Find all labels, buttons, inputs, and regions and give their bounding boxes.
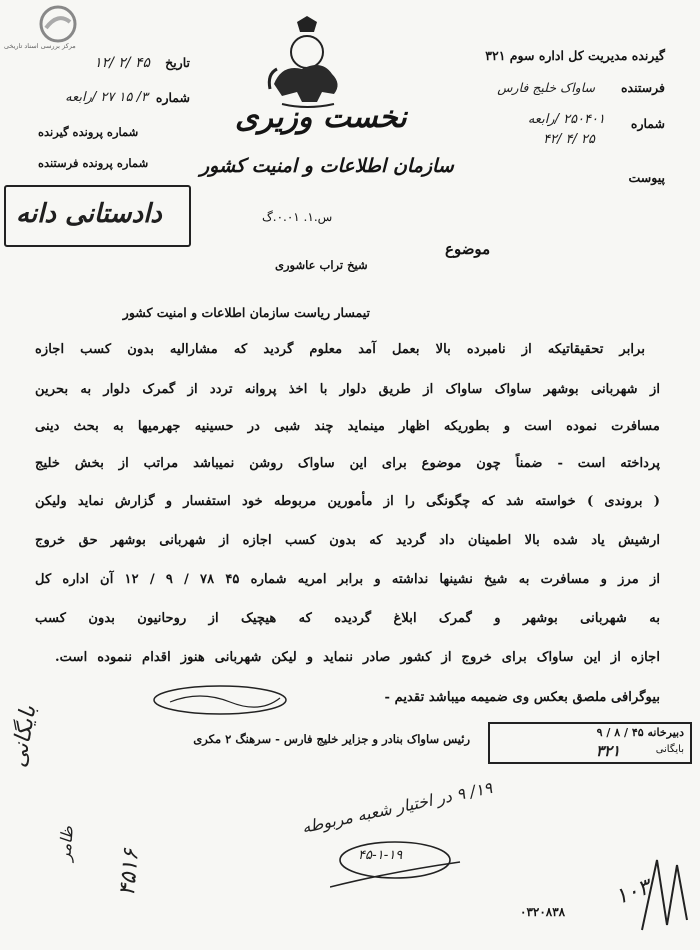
body-line: به شهربانی بوشهر و گمرک ابلاغ گردیده که هیچیک از روحانیون بدون کسب [35,611,660,626]
lion-and-sun-emblem-icon [262,14,352,109]
left-number-label: شماره [155,90,190,105]
watermark-text: مرکز بررسی اسناد تاریخی [4,42,76,50]
top-stamp-text: دادستانی دانه [16,199,162,229]
registry-stamp [488,722,692,764]
subject-value: شیخ تراب عاشوری [275,258,368,272]
number-value: ۲۵۰۴۰۱ /رابعه [527,112,605,127]
bottom-right-note: ۱۰۳ [611,874,654,911]
body-line: از مرز و مسافرت به شیخ نشینها نداشته و برابر امریه شماره ۴۵ ۷۸ / ۹ / ۱۲ آن اداره کل [35,572,660,587]
handwritten-loop [330,832,480,892]
attachment-label: پیوست [628,170,665,185]
body-line: ارشیش یاد شده بالا اطمینان داد گردید که بدون کسب اجازه از شهربانی بوشهر حق خروج [35,533,660,548]
registry-stamp-line2: بایگانی [655,744,684,755]
file-sender-label: شماره پرونده فرستنده [38,156,149,170]
number-label: شماره [630,116,665,131]
number-date: ۴۲/ ۴/ ۲۵ [543,132,595,147]
handwritten-note: ۱۹/ ۹ در اختیار شعبه مربوطه [300,778,494,837]
handwritten-code: ۴۵-۱-۱۹ [358,848,403,863]
organization-title: سازمان اطلاعات و امنیت کشور [200,155,454,177]
ministry-title: نخست وزیری [235,100,407,135]
body-line: مسافرت نموده است و بطوریکه اظهار مینماید چند شبی در حسینیه جهرمیها به بحث دینی [35,419,660,434]
margin-note-2: ظامر [55,825,77,862]
body-line: اجازه از این ساواک برای خروج از کشور صادر ننماید و لیکن شهربانی هنوز اقدام ننموده است. [55,650,660,665]
body-line: پرداخته است - ضمناً چون موضوع برای این ساواک روشن نمیباشد مراتب از بخش خلیج [35,456,660,471]
signature-line: رئیس ساواک بنادر و جزایر خلیج فارس - سرهنگ ۲ مکری [193,732,470,746]
sender-label: فرستنده [620,80,665,95]
sender-value: ساواک خلیج فارس [497,80,595,95]
registry-stamp-line1: دبیرخانه ۴۵ / ۸ / ۹ [596,726,684,739]
left-date-label: تاریخ [165,55,190,70]
signature-scribble [150,680,290,720]
file-receiver-label: شماره پرونده گیرنده [38,125,139,139]
number-row [425,112,665,152]
margin-note-1: بایگانی [6,703,42,770]
body-line: ( بروندی ) خواسته شد که چگونگی را از مأمورین مربوطه خود استفسار و گزارش نماید ولیکن [35,494,660,509]
body-line: از شهربانی بوشهر ساواک ساواک از طریق دلوار با اخذ پروانه تردد از گمرک دلوار به بحرین [35,382,660,397]
body-line: برابر تحقیقاتیکه از نامبرده بالا بعمل آمد معلوم گردید که مشارالیه بدون کسب اجازه [35,342,645,357]
left-date-row [20,55,190,75]
emblem [262,14,352,109]
watermark [4,4,96,52]
registry-stamp-line3: ۳۲۱ [595,742,620,760]
bottom-right-scribble [632,850,692,940]
bottom-number: ۰۳۲۰۸۳۸ [520,905,566,919]
left-number-row [20,90,190,110]
left-number-value: ۳/ ۱۵ ۲۷ /رابعه [65,90,148,105]
subject-label: موضوع [445,240,491,258]
left-date-value: ۱۲/ ۲/ ۴۵ [94,55,150,71]
margin-note-3: ۴۵۱۶ [115,847,145,898]
top-stamp [4,185,191,247]
header-code: س.۱. ۰.۰۱.گ [262,210,333,224]
recipient-line: گیرنده مدیریت کل اداره سوم ۳۲۱ [485,48,665,63]
sender-row [425,80,665,98]
watermark-logo-icon [38,4,78,44]
body-line: بیوگرافی ملصق بعکس وی ضمیمه میباشد تقدیم - [384,690,660,705]
salutation: تیمسار ریاست سازمان اطلاعات و امنیت کشور [122,305,370,320]
